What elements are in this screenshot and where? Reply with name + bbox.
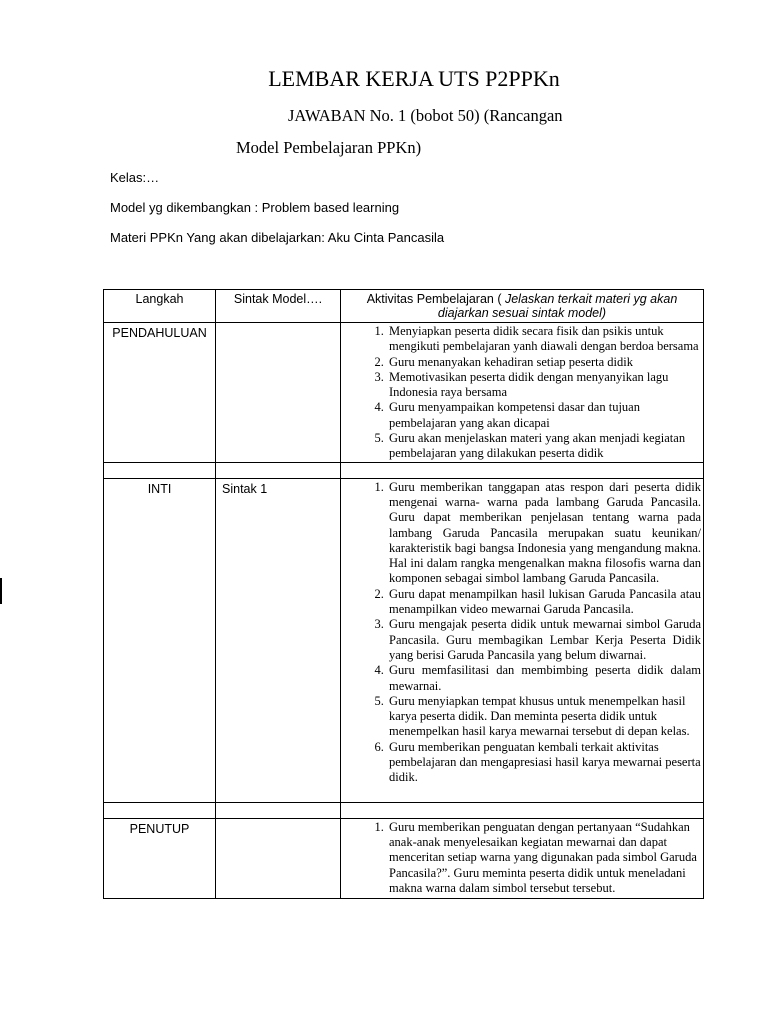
activities-penutup <box>341 818 704 898</box>
table-row-pendahuluan <box>104 323 704 463</box>
step-pendahuluan: PENDAHULUAN <box>104 323 216 463</box>
list-item: 2. Guru dapat menampilkan hasil lukisan Garuda Pancasila atau menampilkan video mewarnai Garuda Pancasila. <box>387 587 701 618</box>
list-item: 5. Guru menyiapkan tempat khusus untuk menempelkan hasil karya peserta didik. Dan meminta peserta didik untuk menempelkan hasil karya mewarnai tersebut di depan kelas. <box>387 694 701 740</box>
list-item: 4. Guru memfasilitasi dan membimbing peserta didik dalam mewarnai. <box>387 663 701 694</box>
step-inti: INTI <box>104 478 216 802</box>
sintak-pendahuluan <box>216 323 341 463</box>
step-penutup: PENUTUP <box>104 818 216 898</box>
learning-activity-table <box>103 289 704 899</box>
list-item: 3. Memotivasikan peserta didik dengan menyanyikan lagu Indonesia raya bersama <box>387 370 701 401</box>
model-field: Model yg dikembangkan : Problem based learning <box>110 200 400 215</box>
header-aktivitas <box>341 290 704 323</box>
activity-list-inti <box>341 479 703 786</box>
document-subtitle-line2: Model Pembelajaran PPKn) <box>236 138 422 157</box>
list-item: 2. Guru menanyakan kehadiran setiap peserta didik <box>387 355 701 370</box>
kelas-field: Kelas:… <box>110 170 160 185</box>
activities-inti <box>341 478 704 802</box>
sintak-penutup <box>216 818 341 898</box>
list-item: 1. Guru memberikan tanggapan atas respon dari peserta didik mengenai warna- warna pada lambang Garuda Pancasila. Guru dapat memberikan penjelasan tentang warna pada lambang Garuda Pancasila merupakan suatu keunikan/ karakteristik bagi bangsa Indonesia yang mengandung makna. Hal ini dalam rangka mengenalkan makna filosofis warna dan komponen sebagai simbol lambang Garuda Pancasila. <box>387 480 701 587</box>
table-spacer-row <box>104 802 704 818</box>
header-langkah: Langkah <box>104 290 216 323</box>
document-title: LEMBAR KERJA UTS P2PPKn <box>268 66 560 91</box>
document-subtitle-line1: JAWABAN No. 1 (bobot 50) (Rancangan <box>288 106 563 125</box>
page-edge-mark <box>0 578 2 604</box>
header-aktivitas-label: Aktivitas Pembelajaran ( <box>366 292 502 306</box>
header-sintak: Sintak Model…. <box>216 290 341 323</box>
list-item: 5. Guru akan menjelaskan materi yang akan menjadi kegiatan pembelajaran yang dilakukan peserta didik <box>387 431 701 462</box>
activity-list-penutup <box>341 819 703 896</box>
activities-pendahuluan <box>341 323 704 463</box>
table-row-penutup <box>104 818 704 898</box>
materi-field: Materi PPKn Yang akan dibelajarkan: Aku Cinta Pancasila <box>110 230 445 245</box>
list-item: 4. Guru menyampaikan kompetensi dasar dan tujuan pembelajaran yang akan dicapai <box>387 400 701 431</box>
activity-list-pendahuluan <box>341 323 703 462</box>
list-item: 3. Guru mengajak peserta didik untuk mewarnai simbol Garuda Pancasila. Guru membagikan Lembar Kerja Peserta Didik yang berisi Garuda Pancasila yang belum diwarnai. <box>387 617 701 663</box>
table-row-inti <box>104 478 704 802</box>
header-aktivitas-note: Jelaskan terkait materi yg akan diajarkan sesuai sintak model) <box>437 292 678 320</box>
sintak-inti: Sintak 1 <box>216 478 341 802</box>
table-header-row <box>104 290 704 323</box>
list-item: 1. Guru memberikan penguatan dengan pertanyaan “Sudahkan anak-anak menyelesaikan kegiatan mewarnai dan dapat menceritan setiap warna yang digunakan pada simbol Garuda Pancasila?”. Guru meminta peserta didik untuk meneladani makna warna dalam simbol tersebut tersebut. <box>387 820 701 896</box>
table-spacer-row <box>104 462 704 478</box>
list-item: 6. Guru memberikan penguatan kembali terkait aktivitas pembelajaran dan mengapresiasi hasil karya mewarnai peserta didik. <box>387 740 701 786</box>
list-item: 1. Menyiapkan peserta didik secara fisik dan psikis untuk mengikuti pembelajaran yanh diawali dengan berdoa bersama <box>387 324 701 355</box>
